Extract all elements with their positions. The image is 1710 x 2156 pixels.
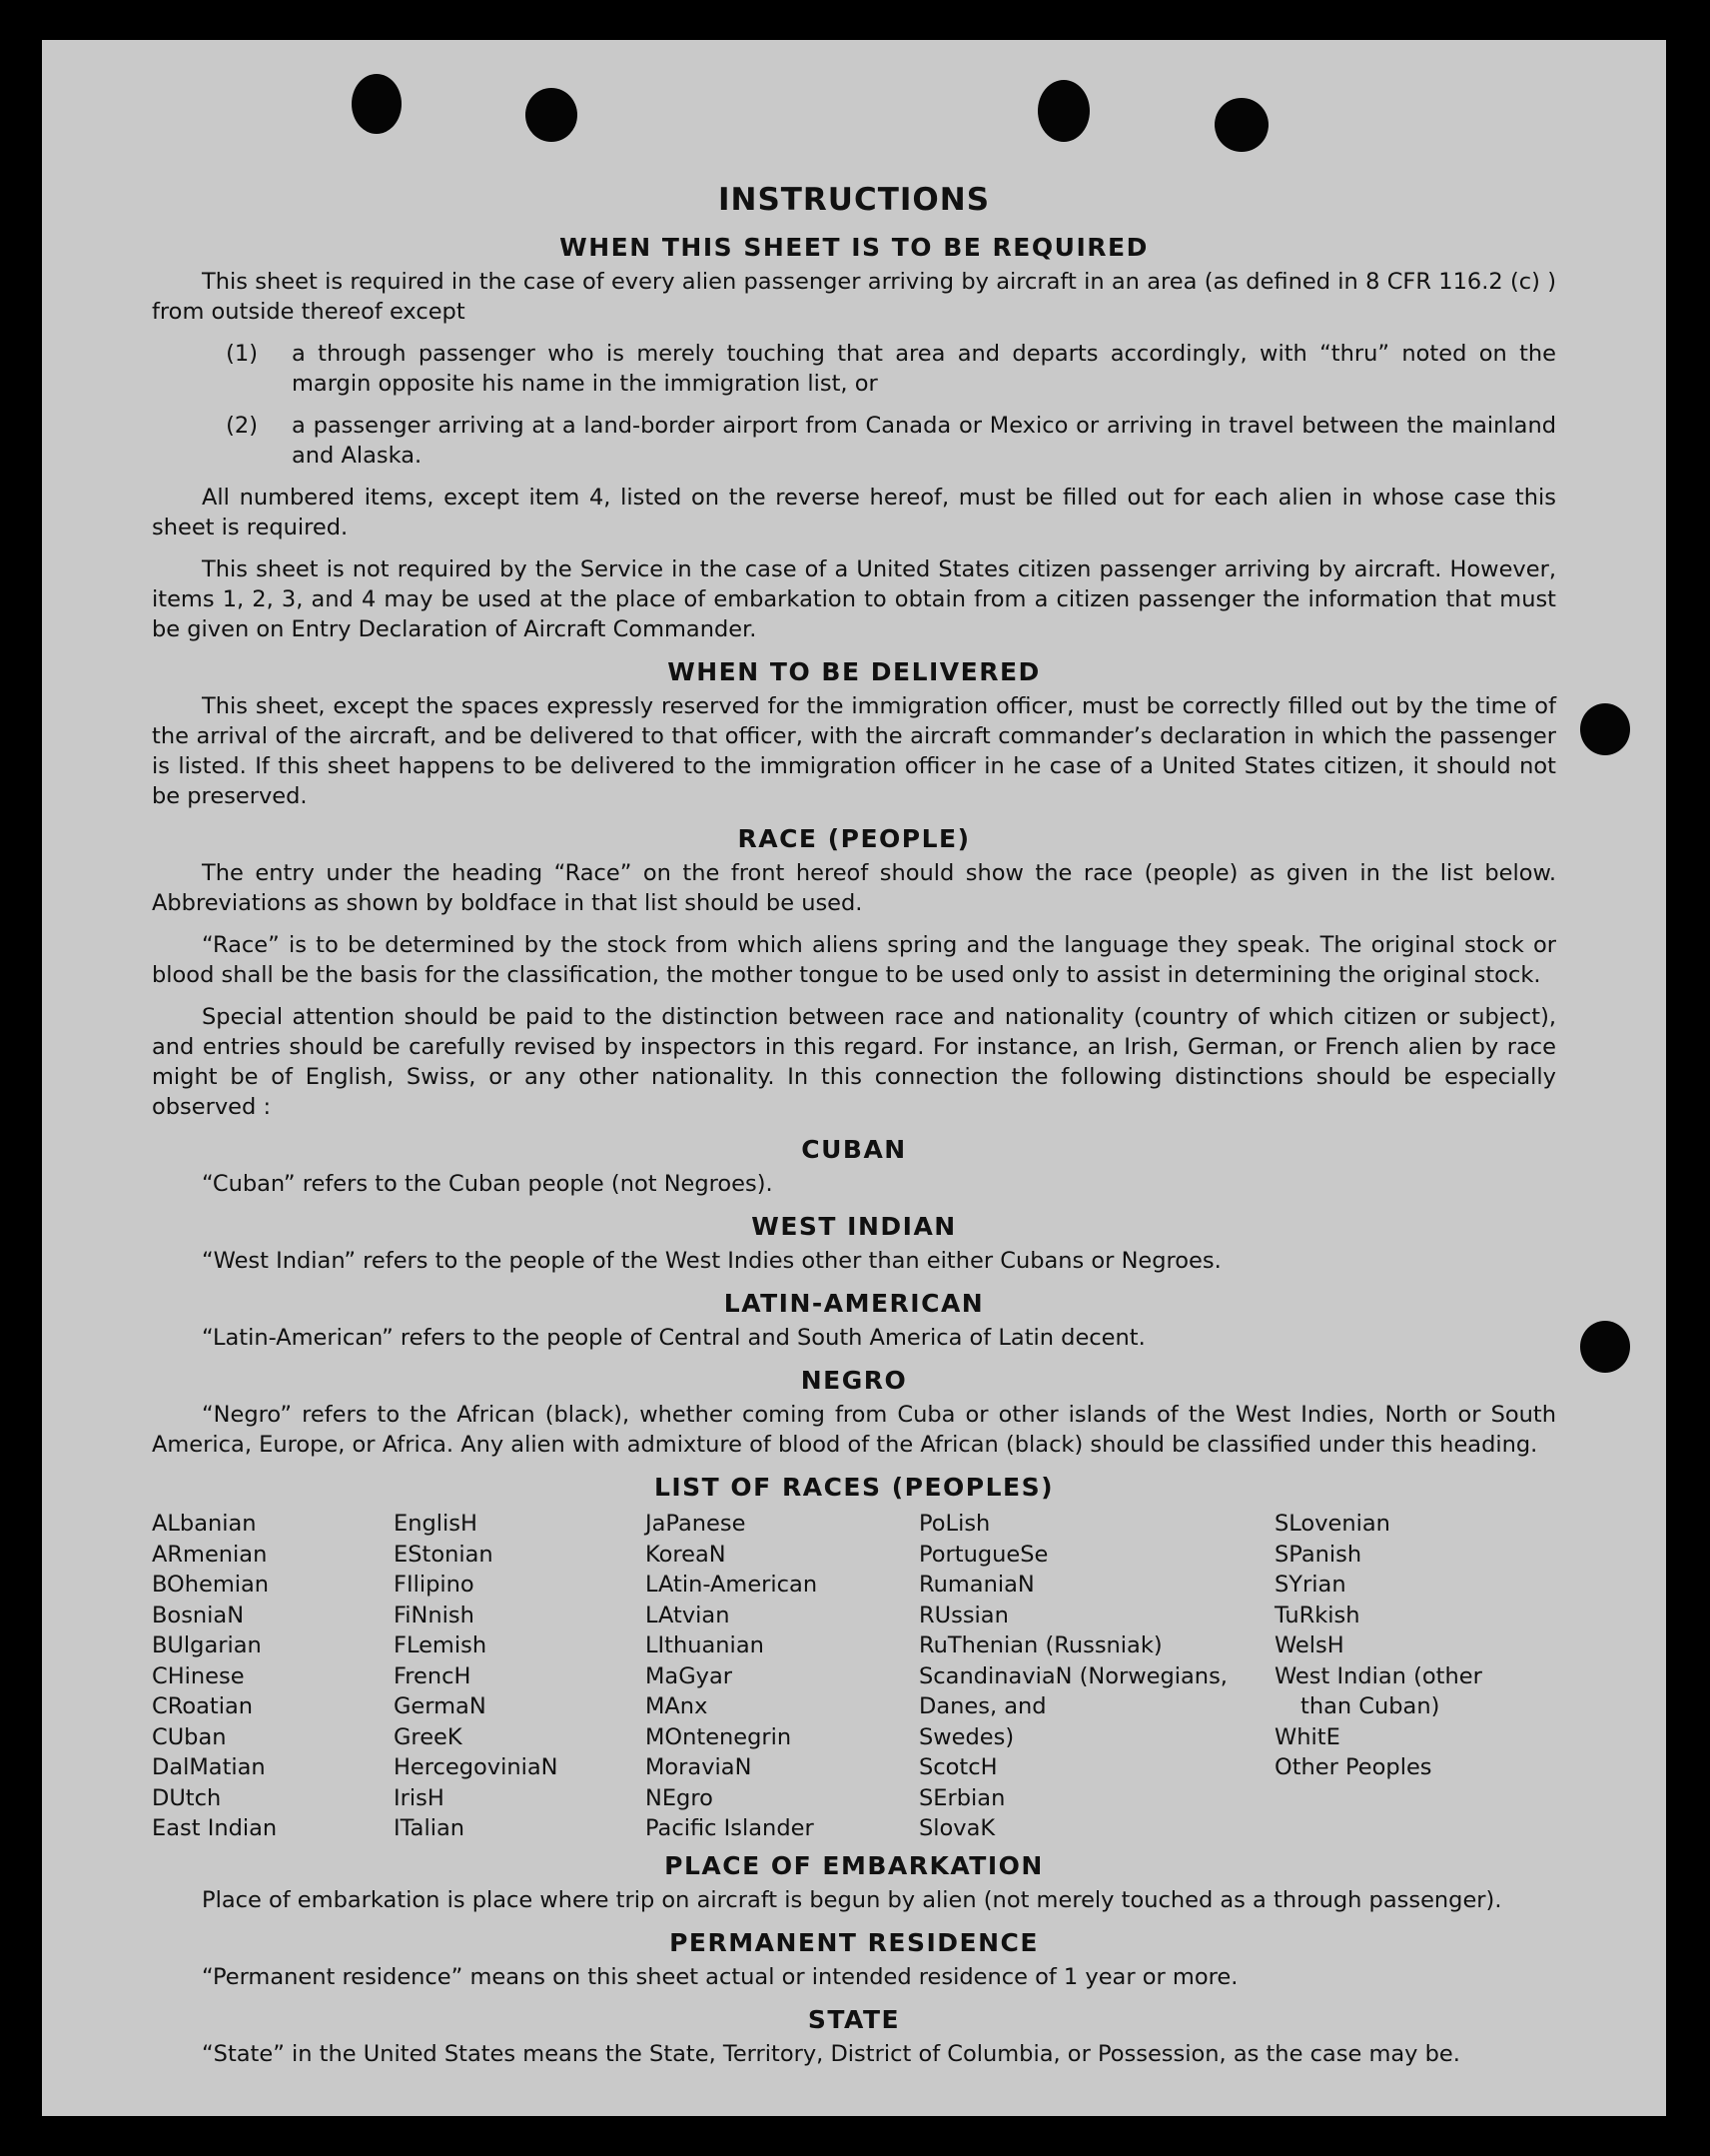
item-text: a through passenger who is merely touching that area and departs accordingly, with “thru” noted on the margin opposite his name in the immigration list, or <box>292 341 1556 397</box>
section-heading-required: WHEN THIS SHEET IS TO BE REQUIRED <box>559 233 1149 262</box>
race-entry: LAtin-American <box>645 1572 818 1598</box>
section-heading-cuban: CUBAN <box>801 1135 907 1164</box>
page-title: INSTRUCTIONS <box>717 182 991 218</box>
paragraph: This sheet, except the spaces expressly reserved for the immigration officer, must be correctly filled out by the time of the arrival of the aircraft, and be delivered to that officer, with the aircraft commander’s declaration in which the passenger is listed. If this sheet happens to be delivered to the immigration officer in he case of a United States citizen, it should not be preserved. <box>152 693 1556 809</box>
race-entry: PoLish <box>919 1511 991 1537</box>
race-entry: BOhemian <box>152 1572 270 1598</box>
paragraph: This sheet is required in the case of every alien passenger arriving by aircraft in an area (as defined in 8 CFR 116.2 (c) ) from outside thereof except <box>152 269 1556 325</box>
races-column <box>645 1509 919 1844</box>
race-entry: FrencH <box>394 1662 471 1689</box>
race-entry: GreeK <box>394 1723 462 1750</box>
paragraph: This sheet is not required by the Service in the case of a United States citizen passenger arriving by aircraft. However, items 1, 2, 3, and 4 may be used at the place of embarkation to obtain from a citizen passenger the information that must be given on Entry Declaration of Aircraft Commander. <box>152 556 1556 642</box>
punch-hole <box>1580 703 1630 755</box>
race-entry: Swedes) <box>919 1723 1015 1750</box>
race-entry: TuRkish <box>1275 1602 1360 1628</box>
race-entry: ALbanian <box>152 1511 257 1537</box>
section-heading-residence: PERMANENT RESIDENCE <box>669 1927 1039 1957</box>
race-entry: BUlgarian <box>152 1632 262 1658</box>
race-entry: ARmenian <box>152 1541 268 1568</box>
race-entry: DalMatian <box>152 1754 266 1780</box>
race-entry: HercegoviniaN <box>394 1754 558 1780</box>
race-entry: FIlipino <box>394 1572 474 1598</box>
race-entry: KoreaN <box>645 1541 726 1568</box>
race-entry: RuThenian (Russniak) <box>919 1632 1163 1658</box>
race-entry: MaGyar <box>645 1662 732 1689</box>
race-entry: SlovaK <box>919 1815 996 1841</box>
paragraph: “Race” is to be determined by the stock from which aliens spring and the language they speak. The original stock or blood shall be the basis for the classification, the mother tongue to be used only to assist in determining the original stock. <box>152 932 1556 988</box>
race-entry: LIthuanian <box>645 1632 764 1658</box>
paragraph: Place of embarkation is place where trip on aircraft is begun by alien (not merely touched as a through passenger). <box>202 1886 1502 1913</box>
race-entry: FiNnish <box>394 1602 474 1628</box>
item-number: (2) <box>226 413 258 439</box>
section-heading-embarkation: PLACE OF EMBARKATION <box>664 1850 1044 1880</box>
races-column <box>394 1509 645 1844</box>
race-entry: JaPanese <box>645 1511 746 1537</box>
race-entry: WelsH <box>1275 1632 1344 1658</box>
paragraph: Special attention should be paid to the distinction between race and nationality (country of which citizen or subject), and entries should be carefully revised by inspectors in this regard. For instance, an Irish, German, or French alien by race might be of English, Swiss, or any other nationality. In this connection the following distinctions should be especially observed : <box>152 1004 1556 1120</box>
race-entry: Other Peoples <box>1275 1754 1432 1780</box>
race-entry: MAnx <box>645 1693 708 1719</box>
race-entry: WhitE <box>1275 1723 1340 1750</box>
section-heading-west-indian: WEST INDIAN <box>751 1212 957 1241</box>
race-entry: BosniaN <box>152 1602 245 1628</box>
item-text: a passenger arriving at a land-border airport from Canada or Mexico or arriving in travel between the mainland and Alaska. <box>292 413 1556 469</box>
race-entry: EStonian <box>394 1541 493 1568</box>
paragraph: “Permanent residence” means on this sheet actual or intended residence of 1 year or more. <box>202 1963 1239 1990</box>
race-entry: MoraviaN <box>645 1754 752 1780</box>
punch-hole <box>352 74 402 134</box>
paragraph: “Latin-American” refers to the people of Central and South America of Latin decent. <box>202 1325 1146 1351</box>
race-entry: RUssian <box>919 1602 1009 1628</box>
race-entry: CUban <box>152 1723 227 1750</box>
race-entry: than Cuban) <box>1300 1693 1440 1719</box>
race-entry: CRoatian <box>152 1693 254 1719</box>
race-entry: Pacific Islander <box>645 1815 814 1841</box>
races-column <box>1275 1509 1556 1844</box>
race-entry: GermaN <box>394 1693 486 1719</box>
exception-item <box>152 339 1556 399</box>
section-heading-races-list: LIST OF RACES (PEOPLES) <box>653 1473 1055 1502</box>
punch-hole <box>1580 1321 1630 1373</box>
punch-hole <box>525 88 577 142</box>
paragraph: “Cuban” refers to the Cuban people (not Negroes). <box>202 1171 773 1197</box>
paragraph: “Negro” refers to the African (black), whether coming from Cuba or other islands of the West Indies, North or South America, Europe, or Africa. Any alien with admixture of blood of the African (black) should be classified under this heading. <box>152 1402 1556 1458</box>
section-heading-race: RACE (PEOPLE) <box>737 824 971 853</box>
instructions-content <box>152 182 1556 2081</box>
exception-item <box>152 411 1556 471</box>
section-heading-latin-american: LATIN-AMERICAN <box>723 1289 985 1318</box>
punch-hole <box>1038 80 1090 142</box>
races-list <box>152 1509 1556 1844</box>
race-entry: MOntenegrin <box>645 1723 792 1750</box>
race-entry: SYrian <box>1275 1572 1346 1598</box>
document-sheet <box>42 40 1666 2116</box>
race-entry: LAtvian <box>645 1602 730 1628</box>
race-entry: East Indian <box>152 1815 278 1841</box>
section-heading-negro: NEGRO <box>800 1366 908 1395</box>
race-entry: DUtch <box>152 1784 222 1811</box>
race-entry: FLemish <box>394 1632 487 1658</box>
section-heading-delivered: WHEN TO BE DELIVERED <box>667 657 1041 686</box>
paragraph: The entry under the heading “Race” on the front hereof should show the race (people) as given in the list below. Abbreviations as shown by boldface in that list should be used. <box>152 860 1556 916</box>
race-entry: IrisH <box>394 1784 444 1811</box>
paragraph: “State” in the United States means the State, Territory, District of Columbia, or Possession, as the case may be. <box>202 2040 1460 2067</box>
race-entry: SPanish <box>1275 1541 1362 1568</box>
race-entry: SErbian <box>919 1784 1006 1811</box>
race-entry: PortugueSe <box>919 1541 1049 1568</box>
races-column <box>919 1509 1275 1844</box>
race-entry: ScotcH <box>919 1754 998 1780</box>
race-entry: RumaniaN <box>919 1572 1035 1598</box>
section-heading-state: STATE <box>807 2004 901 2034</box>
race-entry: ITalian <box>394 1815 464 1841</box>
item-number: (1) <box>226 341 258 367</box>
paragraph: All numbered items, except item 4, listed on the reverse hereof, must be filled out for each alien in whose case this sheet is required. <box>152 485 1556 540</box>
race-entry: ScandinaviaN (Norwegians, <box>919 1662 1228 1689</box>
races-column <box>152 1509 394 1844</box>
paragraph: “West Indian” refers to the people of the West Indies other than either Cubans or Negroes. <box>202 1248 1222 1274</box>
race-entry: EnglisH <box>394 1511 477 1537</box>
race-entry: CHinese <box>152 1662 245 1689</box>
race-entry: West Indian (other <box>1275 1662 1482 1689</box>
race-entry: NEgro <box>645 1784 713 1811</box>
race-entry: SLovenian <box>1275 1511 1390 1537</box>
race-entry: Danes, and <box>919 1693 1047 1719</box>
punch-hole <box>1215 98 1269 152</box>
